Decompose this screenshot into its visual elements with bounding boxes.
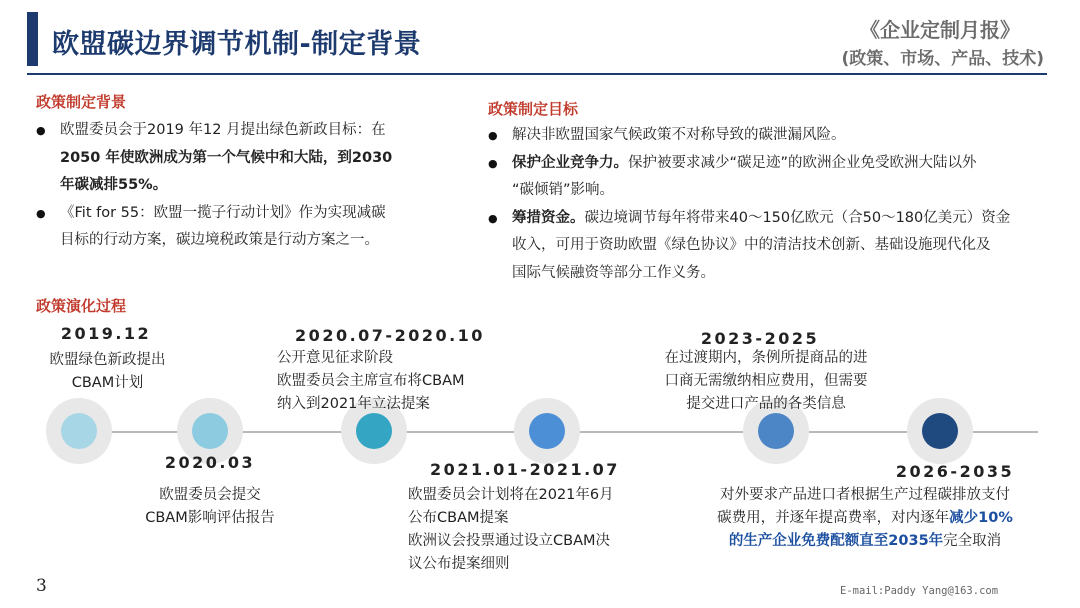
timeline-node-3: [356, 413, 392, 449]
goals-item-3-bold: 筹措资金。: [512, 209, 585, 226]
timeline-node-5: [758, 413, 794, 449]
timeline-heading: 政策演化过程: [36, 297, 127, 315]
event-6-line2-highlight: 减少10%: [949, 510, 1013, 526]
background-item-2: [36, 200, 456, 255]
event-2-line1: 欧盟委员会提交: [159, 487, 261, 503]
goals-item-3: [488, 205, 1068, 288]
event-6-date: 2026-2035: [895, 462, 1015, 481]
brand-subtitle: (政策、市场、产品、技术): [841, 49, 1044, 69]
event-1-date: 2019.12: [60, 324, 152, 343]
background-item-1: [36, 117, 456, 200]
event-6-line1: 对外要求产品进口者根据生产过程碳排放支付: [720, 487, 1010, 503]
event-1-line1: 欧盟绿色新政提出: [49, 352, 166, 368]
background-item-1-line2: 2050 年使欧洲成为第一个气候中和大陆，到2030: [60, 149, 393, 166]
footer-email: E-mail:Paddy Yang@163.com: [840, 585, 999, 597]
goals-list: [488, 122, 1068, 287]
background-list: [36, 117, 456, 255]
background-item-1-line3: 年碳减排55%。: [60, 177, 168, 193]
background-item-1-line1: ● 欧盟委员会于2019 年12 月提出绿色新政目标：在: [60, 122, 386, 138]
title-accent-bar: [27, 12, 38, 66]
event-3-line1: 公开意见征求阶段: [277, 350, 393, 366]
event-5-desc: [636, 347, 896, 416]
goals-heading: 政策制定目标: [488, 100, 579, 118]
event-4-desc: [408, 484, 614, 576]
event-6-desc: [672, 484, 1058, 553]
timeline-node-4: [529, 413, 565, 449]
event-3-line2: 欧盟委员会主席宣布将CBAM: [277, 373, 465, 389]
background-item-2-line2: 目标的行动方案，碳边境税政策是行动方案之一。: [60, 232, 379, 248]
event-4-line2: 公布CBAM提案: [408, 510, 509, 526]
goals-item-3-line1: [512, 205, 1068, 233]
event-6-line3-highlight: 的生产企业免费配额直至2035年: [728, 533, 944, 549]
goals-item-3-rest: 碳边境调节每年将带来40～150亿欧元（合50～180亿美元）资金: [584, 209, 1011, 226]
timeline-node-1: [61, 413, 97, 449]
event-4-date: 2021.01-2021.07: [430, 460, 620, 479]
event-5-date: 2023-2025: [700, 329, 820, 348]
event-5-line3: 提交进口产品的各类信息: [686, 396, 846, 412]
title-divider: [27, 73, 1047, 75]
event-1-desc: [20, 349, 195, 395]
goals-item-3-line2: 收入，可用于资助欧盟《绿色协议》中的清洁技术创新、基础设施现代化及: [512, 237, 991, 253]
event-6-line3-plain: 完全取消: [943, 533, 1002, 549]
goals-item-2-line2: “碳倾销”影响。: [512, 182, 615, 198]
event-6-line2-plain: 碳费用，并逐年提高费率，对内逐年: [717, 510, 950, 526]
event-2-line2: CBAM影响评估报告: [145, 510, 275, 526]
event-4-line4: 议公布提案细则: [408, 556, 510, 572]
timeline-node-6: [922, 413, 958, 449]
background-heading: 政策制定背景: [36, 93, 127, 111]
event-4-line1: 欧盟委员会计划将在2021年6月: [408, 487, 614, 503]
event-6-line2: [672, 507, 1058, 530]
event-3-line3: 纳入到2021年立法提案: [277, 396, 430, 412]
page-title: 欧盟碳边界调节机制-制定背景: [52, 29, 422, 60]
goals-item-1-text: ● 解决非欧盟国家气候政策不对称导致的碳泄漏风险。: [512, 127, 846, 143]
event-5-line2: 口商无需缴纳相应费用，但需要: [664, 373, 868, 389]
brand-title: 《企业定制月报》: [860, 18, 1020, 42]
event-3-desc: [277, 347, 465, 416]
event-2-date: 2020.03: [164, 453, 256, 472]
page-number: 3: [36, 576, 47, 596]
goals-item-1: [488, 122, 1068, 150]
event-2-desc: [120, 484, 300, 530]
goals-item-2: [488, 150, 1068, 205]
event-3-date: 2020.07-2020.10: [295, 326, 485, 345]
goals-item-2-bold: 保护企业竞争力。: [512, 154, 628, 171]
goals-item-3-line3: 国际气候融资等部分工作义务。: [512, 264, 715, 281]
event-6-line3: [672, 530, 1058, 553]
background-item-2-line1: ● 《Fit for 55：欧盟一揽子行动计划》作为实现减碳: [60, 204, 386, 221]
event-1-line2: CBAM计划: [71, 375, 144, 391]
goals-item-2-rest: 保护被要求减少“碳足迹”的欧洲企业免受欧洲大陆以外: [628, 154, 977, 171]
goals-item-2-line1: [512, 150, 1068, 178]
event-5-line1: 在过渡期内，条例所提商品的进: [664, 350, 868, 366]
timeline-node-2: [192, 413, 228, 449]
event-4-line3: 欧洲议会投票通过设立CBAM决: [408, 533, 611, 549]
